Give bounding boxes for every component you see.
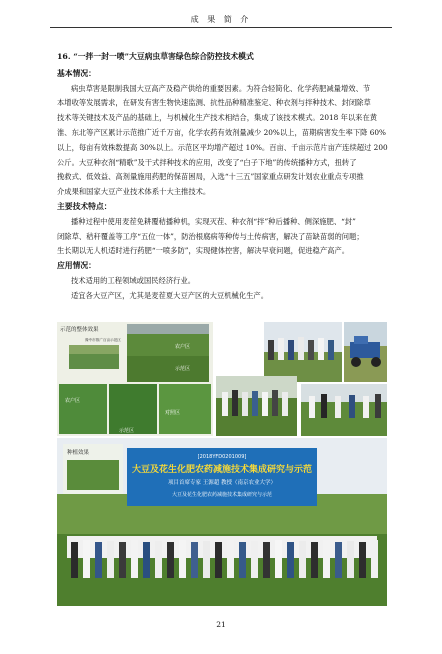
text-line: 以上，每亩有效株数提高 30%以上。示范区平均增产超过 10%。百亩、千亩示范片亩产连续超过 200: [57, 142, 388, 152]
photo-collage: [57, 322, 387, 606]
text-line: 播种过程中使用麦茬免耕覆秸播种机，实现灭茬、种衣剂“拌”种后播种、侧深施肥、“封”: [71, 216, 356, 226]
text-line: 技术等关键技术及产品的基础上，与机械化生产技术相结合，集成了该技术模式。2018 年以来在黄: [57, 113, 378, 123]
text-line: 生长期以无人机适时进行药肥“一喷多防”，实现健体控害，解决早衰问题，促进稳产高产。: [57, 246, 350, 256]
section-heading: 主要技术特点：: [57, 201, 112, 211]
p1-title: 示范的整体效果: [60, 327, 99, 333]
banner-code: [2018YFD0201009]: [197, 454, 247, 460]
p1-label-farmer-top: 农户区: [175, 344, 191, 350]
text-line: 技术适用的工程领域或国民经济行业。: [71, 275, 196, 285]
p1-label-farmer-bottom: 农户区: [65, 398, 81, 404]
p2-title: 种植效果: [67, 450, 90, 456]
banner-line2: 项目首席专家 王源超 教授（南京农业大学）: [168, 480, 276, 486]
article-body: [57, 50, 387, 304]
photo-seeding-machine: [344, 322, 387, 382]
text-line: 本增收等发展需求，在研发有害生物快速监测、抗性品种精准鉴定、种衣剂与拌种技术、封闭除草: [57, 98, 371, 108]
photo-inspection: [301, 384, 387, 436]
p1-subtitle: 豫中市推广百亩示范区: [85, 338, 121, 342]
text-line: 病虫草害是限制我国大豆高产及稳产供给的重要因素。为符合轻简化、化学药肥减量增效、节: [71, 83, 371, 93]
section-heading: 基本情况：: [57, 68, 96, 78]
section-features: [57, 200, 387, 259]
photo-group-field: [216, 376, 297, 436]
text-line: 闭除草、秸秆覆盖等工序“五位一体”，防治根腐病等种传与土传病害，解决了苗缺苗弱的问题；: [57, 231, 364, 241]
text-line: 挽救式、低效益、高剂量施用药肥的保苗困局，入选“十三五”国家重点研发计划农业重点专项推: [57, 172, 364, 182]
section-application: [57, 259, 387, 303]
header-rule: [50, 27, 392, 28]
photo-group-banner: [57, 438, 387, 606]
text-line: 淮、东北等产区累计示范推广近千万亩，化学农药有效剂量减少 20%以上，苗期病害发生率下降 60%: [57, 127, 386, 137]
header-title: 成 果 简 介: [190, 15, 252, 24]
banner-line3: 大豆及花生化肥农药减施技术集成研究与示范: [171, 492, 273, 498]
photo-field-visit: [264, 322, 342, 382]
text-line: 介成果和国家大豆产业技术体系十大主推技术。: [57, 187, 211, 197]
article-title: 16. “一拌一封一喷”大豆病虫草害绿色综合防控技术模式: [57, 52, 254, 61]
p1-label-control: 对照区: [165, 410, 181, 416]
text-line: 公斤。大豆种衣剂“精歌”及干式拌种技术的应用，改变了“白子下地”的传统播种方式，扭转了: [57, 157, 357, 167]
text-line: 适宜各大豆产区，尤其是麦茬夏大豆产区的大豆机械化生产。: [71, 290, 269, 300]
p1-label-demo-top: 示范区: [175, 366, 191, 372]
section-heading: 应用情况：: [57, 261, 96, 271]
photo-field-comparison: [57, 322, 213, 436]
page-number: 21: [216, 620, 226, 629]
section-basic: [57, 67, 387, 200]
banner-line1: 大豆及花生化肥农药减施技术集成研究与示范: [131, 465, 313, 475]
p1-label-demo-bottom: 示范区: [119, 428, 135, 434]
